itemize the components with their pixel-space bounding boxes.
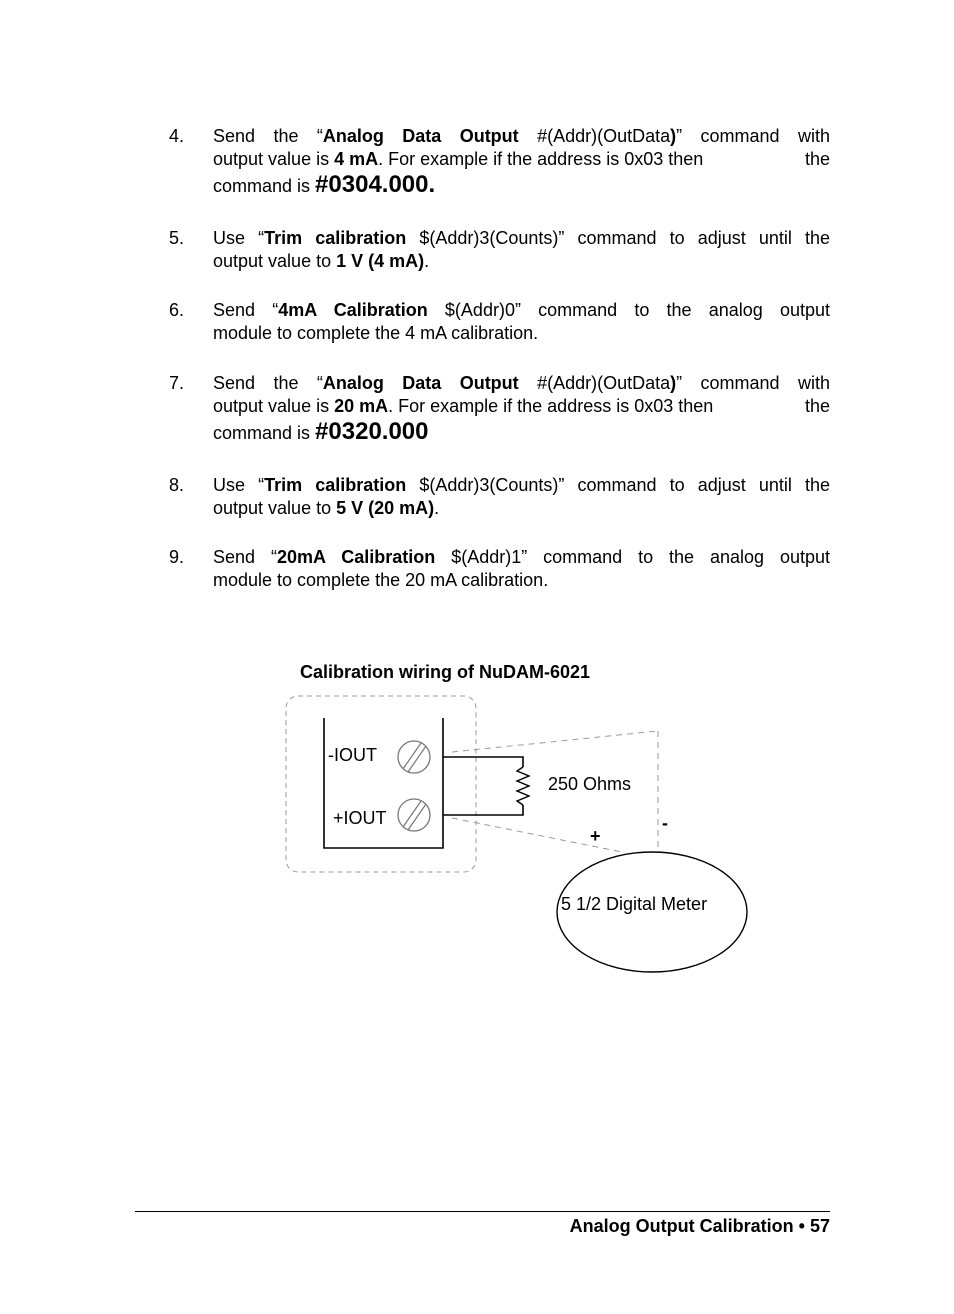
bold-text-run: 5 V (20 mA) xyxy=(336,498,435,518)
command-example: #0320.000 xyxy=(315,418,429,445)
bold-text-run: Trim calibration xyxy=(264,228,407,248)
lead-minus-top xyxy=(452,731,658,752)
step-number: 7. xyxy=(169,373,185,393)
text-run: . For example if the address is 0x03 then xyxy=(378,149,704,169)
diagram-title: Calibration wiring of NuDAM-6021 xyxy=(300,662,591,682)
text-run: output value to xyxy=(213,498,337,518)
text-run: the xyxy=(804,396,830,416)
bold-text-run: 4 mA xyxy=(334,149,379,169)
footer-section-title: Analog Output Calibration xyxy=(569,1216,794,1236)
screw-terminal-plus-icon xyxy=(398,799,430,831)
text-run: $(Addr)1” command to the analog output xyxy=(435,547,830,567)
bold-text-run: ) xyxy=(670,373,677,393)
text-run: $(Addr)0” command to the analog output xyxy=(427,300,830,320)
text-run: output value is xyxy=(213,149,335,169)
step-number: 4. xyxy=(169,126,185,146)
bold-text-run: Analog Data Output xyxy=(322,373,519,393)
resistor-icon xyxy=(517,767,529,805)
text-run: $(Addr)3(Counts)” command to adjust until the xyxy=(406,475,830,495)
text-run: command is xyxy=(213,176,316,196)
terminal-minus-label: -IOUT xyxy=(328,745,377,765)
text-run: . For example if the address is 0x03 then xyxy=(388,396,714,416)
text-run: ” command with xyxy=(676,373,830,393)
bold-text-run: 4mA Calibration xyxy=(278,300,428,320)
terminal-block xyxy=(324,718,443,848)
text-run: Use “ xyxy=(213,475,265,495)
step-number: 6. xyxy=(169,300,185,320)
text-run: the xyxy=(804,149,830,169)
step-number: 8. xyxy=(169,475,185,495)
text-run: Send the “ xyxy=(213,373,323,393)
module-outline xyxy=(286,696,476,872)
bold-text-run: 1 V (4 mA) xyxy=(336,251,425,271)
text-run: ” command with xyxy=(676,126,830,146)
meter-minus-sign: - xyxy=(662,813,668,833)
footer-page-number: 57 xyxy=(809,1216,830,1236)
bold-text-run: 20mA Calibration xyxy=(276,547,436,567)
meter-label: 5 1/2 Digital Meter xyxy=(561,894,708,914)
terminal-plus-label: +IOUT xyxy=(333,808,387,828)
text-run: . xyxy=(434,498,440,518)
text-run: Send “ xyxy=(213,547,277,567)
text-run: Send the “ xyxy=(213,126,323,146)
meter-plus-sign: + xyxy=(590,826,601,846)
resistor-label: 250 Ohms xyxy=(548,774,632,794)
bold-text-run: Trim calibration xyxy=(264,475,407,495)
footer-bullet: • xyxy=(798,1216,805,1236)
footer-rule xyxy=(135,1211,830,1212)
text-run: module to complete the 20 mA calibration. xyxy=(213,570,549,590)
text-run: Use “ xyxy=(213,228,265,248)
text-run: output value is xyxy=(213,396,335,416)
step-number: 9. xyxy=(169,547,185,567)
wire-bottom xyxy=(443,805,523,815)
text-run: #(Addr)(OutData xyxy=(518,126,671,146)
text-run: Send “ xyxy=(213,300,279,320)
screw-terminal-minus-icon xyxy=(398,741,430,773)
text-run: . xyxy=(424,251,430,271)
text-run: module to complete the 4 mA calibration. xyxy=(213,323,539,343)
text-run: output value to xyxy=(213,251,337,271)
command-example: #0304.000. xyxy=(315,171,436,198)
wire-top xyxy=(443,757,523,767)
text-run: #(Addr)(OutData xyxy=(518,373,671,393)
step-number: 5. xyxy=(169,228,185,248)
text-run: $(Addr)3(Counts)” command to adjust until the xyxy=(406,228,830,248)
bold-text-run: ) xyxy=(670,126,677,146)
bold-text-run: 20 mA xyxy=(334,396,389,416)
text-run: command is xyxy=(213,423,316,443)
bold-text-run: Analog Data Output xyxy=(322,126,519,146)
footer xyxy=(570,1216,830,1237)
